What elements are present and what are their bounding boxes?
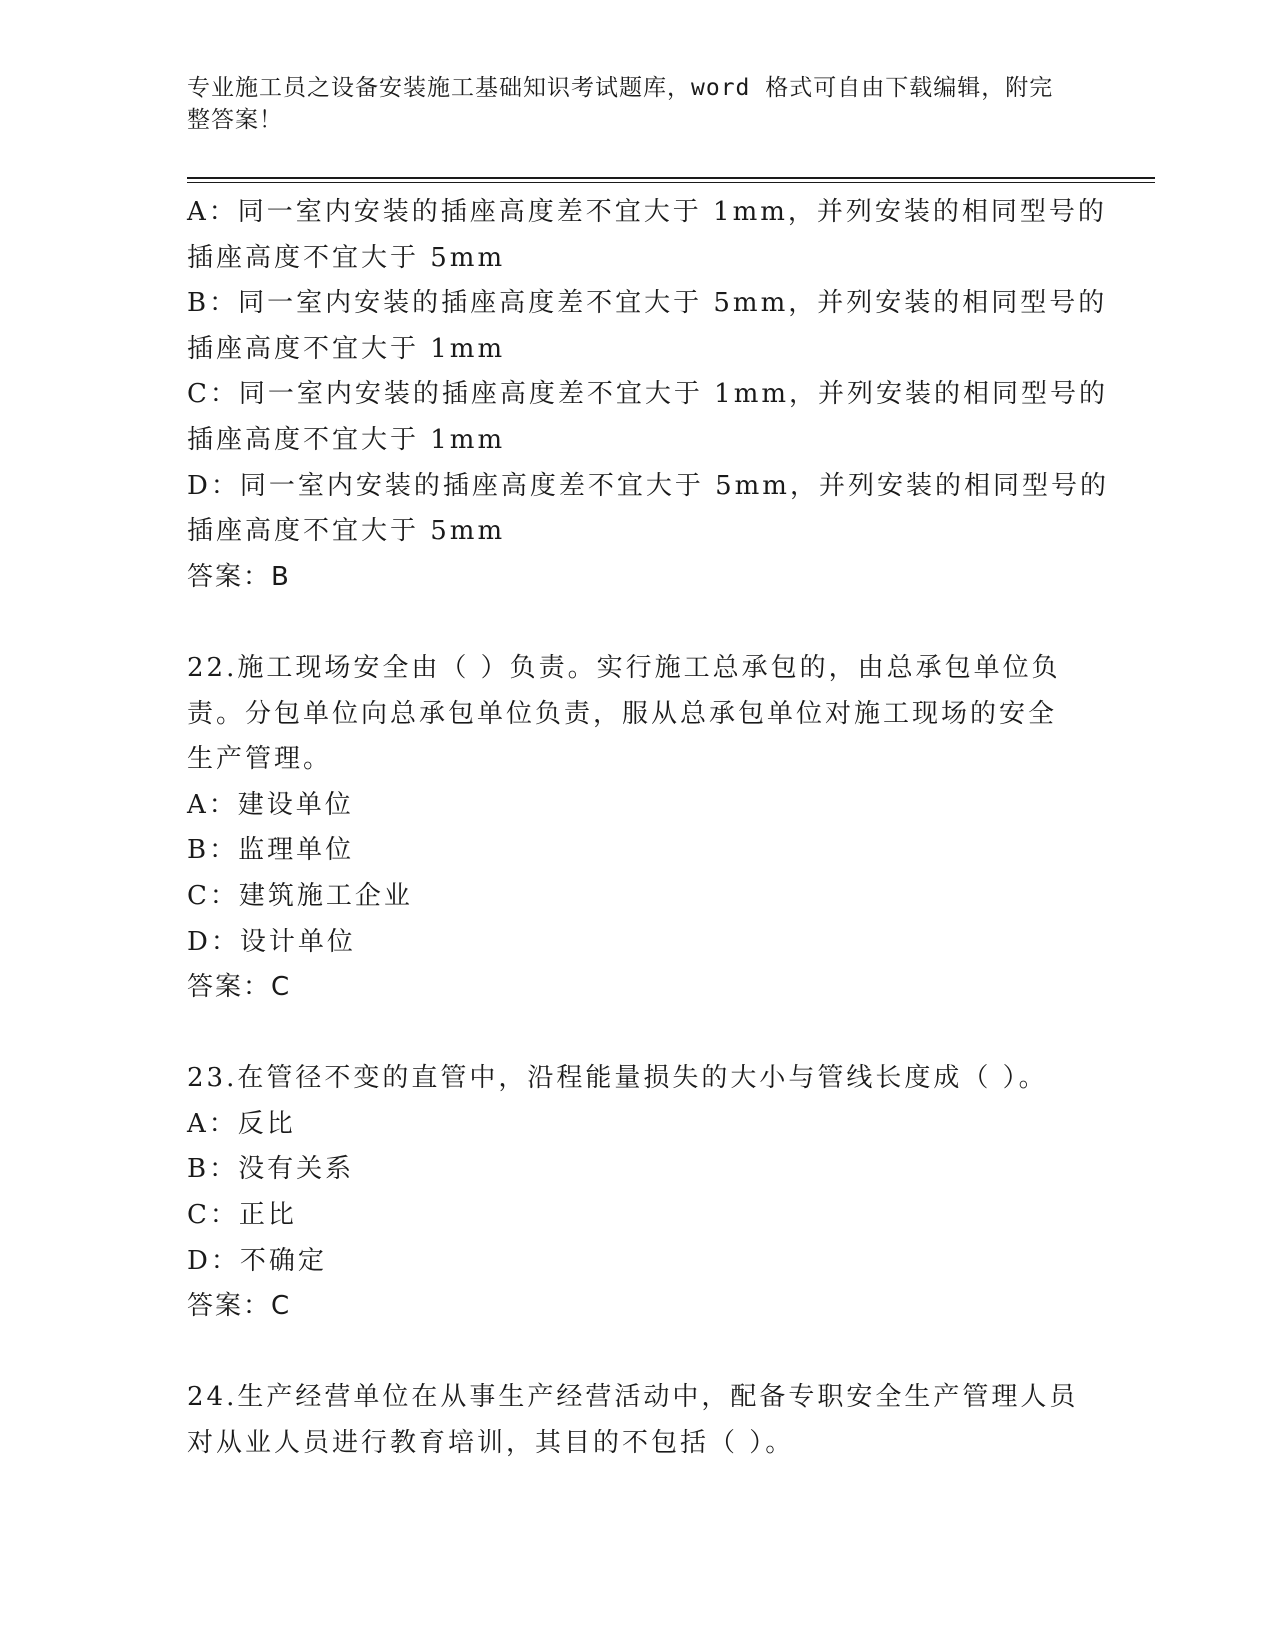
option-text-line: 插座高度不宜大于 5mm: [187, 516, 506, 547]
answer-option: [187, 281, 1108, 372]
answer-option: [187, 190, 1107, 281]
option-text-line: 插座高度不宜大于 1mm: [187, 333, 506, 364]
option-text-line: B：同一室内安装的插座高度差不宜大于 5mm，并列安装的相同型号的: [187, 288, 1108, 319]
answer-option: [187, 372, 1109, 463]
answer-key: 答案：B: [187, 561, 291, 592]
document-header: 专业施工员之设备安装施工基础知识考试题库，word 格式可自由下载编辑，附完整答案！: [187, 75, 1054, 133]
question-text-line: 责。分包单位向总承包单位负责，服从总承包单位对施工现场的安全: [187, 698, 1058, 729]
answer-option: [187, 783, 1067, 829]
question-text-line: 22.施工现场安全由（ ）负责。实行施工总承包的，由总承包单位负: [187, 652, 1061, 683]
option-text-line: B：没有关系: [187, 1154, 355, 1185]
option-text-line: C：同一室内安装的插座高度差不宜大于 1mm，并列安装的相同型号的: [187, 379, 1109, 410]
question-text-line: 对从业人员进行教育培训，其目的不包括（ ）。: [187, 1428, 795, 1459]
answer-option: [187, 1239, 1067, 1285]
option-text-line: A：建设单位: [187, 789, 354, 820]
answer-key: 答案：C: [187, 1291, 292, 1322]
question-block: [187, 1375, 1079, 1466]
option-text-line: D：设计单位: [187, 926, 356, 957]
question-block: [187, 1056, 1067, 1330]
question-text-line: 生产管理。: [187, 744, 333, 775]
answer-option: [187, 828, 1067, 874]
question-block: [187, 646, 1067, 1011]
option-text-line: B：监理单位: [187, 835, 355, 866]
option-text-line: C：建筑施工企业: [187, 880, 413, 911]
option-text-line: D：不确定: [187, 1245, 327, 1276]
option-text-line: A：同一室内安装的插座高度差不宜大于 1mm，并列安装的相同型号的: [187, 197, 1107, 227]
answer-key: 答案：C: [187, 972, 292, 1003]
question-block: [187, 190, 1109, 600]
question-spacer: [187, 1011, 1067, 1057]
answer-option: [187, 1102, 1067, 1148]
option-text-line: C：正比: [187, 1200, 297, 1231]
question-spacer: [187, 600, 1067, 646]
question-text-line: 24.生产经营单位在从事生产经营活动中，配备专职安全生产管理人员: [187, 1382, 1079, 1413]
answer-option: [187, 874, 1067, 920]
question-list: [187, 190, 1109, 1467]
option-text-line: 插座高度不宜大于 5mm: [187, 242, 506, 273]
option-text-line: 插座高度不宜大于 1mm: [187, 424, 506, 455]
option-text-line: D：同一室内安装的插座高度差不宜大于 5mm，并列安装的相同型号的: [187, 470, 1109, 501]
header-divider-thin: [187, 182, 1155, 183]
answer-option: [187, 464, 1109, 555]
question-text-line: 23.在管径不变的直管中，沿程能量损失的大小与管线长度成（ ）。: [187, 1063, 1048, 1094]
header-divider-thick: [187, 177, 1155, 179]
answer-option: [187, 1193, 1067, 1239]
answer-option: [187, 1147, 1067, 1193]
option-text-line: A：反比: [187, 1108, 296, 1139]
answer-option: [187, 920, 1067, 966]
question-spacer: [187, 1330, 1067, 1376]
